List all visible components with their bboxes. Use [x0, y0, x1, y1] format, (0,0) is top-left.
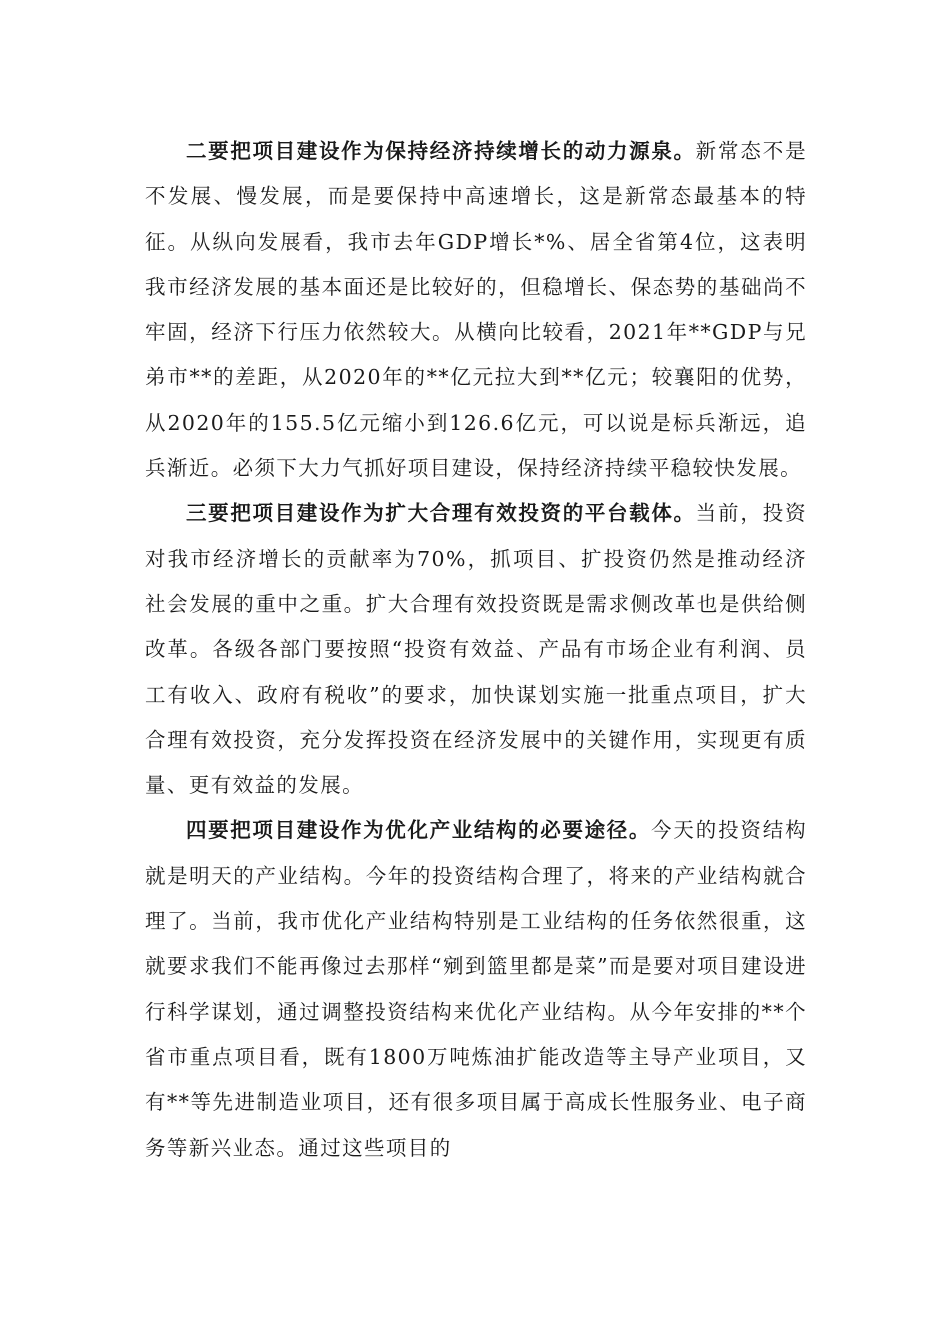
paragraph-2-heading: 二要把项目建设作为保持经济持续增长的动力源泉。	[186, 139, 696, 163]
paragraph-4-heading: 四要把项目建设作为优化产业结构的必要途径。	[186, 818, 652, 843]
paragraph-4-text: 今天的投资结构就是明天的产业结构。今年的投资结构合理了，将来的产业结构就合理了。当前，我市优化产业结构特别是工业结构的任务依然很重，这就要求我们不能再像过去那样“剜到篮里都是菜”而是要对项目建设进行科学谋划，通过调整投资结构来优化产业结构。从今年安排的**个省市重点项目看，既有1800万吨炼油扩能改造等主导产业项目，又有**等先进制造业项目，还有很多项目属于高成长性服务业、电子商务等新兴业态。通过这些项目的	[145, 818, 807, 1160]
paragraph-2-text: 新常态不是不发展、慢发展，而是要保持中高速增长，这是新常态最基本的特征。从纵向发展看，我市去年GDP增长*%、居全省第4位，这表明我市经济发展的基本面还是比较好的，但稳增长、保态势的基础尚不牢固，经济下行压力依然较大。从横向比较看，2021年**GDP与兄弟市**的差距，从2020年的**亿元拉大到**亿元；较襄阳的优势，从2020年的155.5亿元缩小到126.6亿元，可以说是标兵渐远，追兵渐近。必须下大力气抓好项目建设，保持经济持续平稳较快发展。	[145, 139, 807, 481]
paragraph-3	[145, 491, 807, 808]
paragraph-4	[145, 808, 807, 1170]
paragraph-3-text: 当前，投资对我市经济增长的贡献率为70%，抓项目、扩投资仍然是推动经济社会发展的重中之重。扩大合理有效投资既是需求侧改革也是供给侧改革。各级各部门要按照“投资有效益、产品有市场企业有利润、员工有收入、政府有税收”的要求，加快谋划实施一批重点项目，扩大合理有效投资，充分发挥投资在经济发展中的关键作用，实现更有质量、更有效益的发展。	[145, 501, 807, 798]
document-body	[145, 129, 807, 1171]
paragraph-3-heading: 三要把项目建设作为扩大合理有效投资的平台载体。	[186, 501, 696, 526]
paragraph-2	[145, 129, 807, 491]
